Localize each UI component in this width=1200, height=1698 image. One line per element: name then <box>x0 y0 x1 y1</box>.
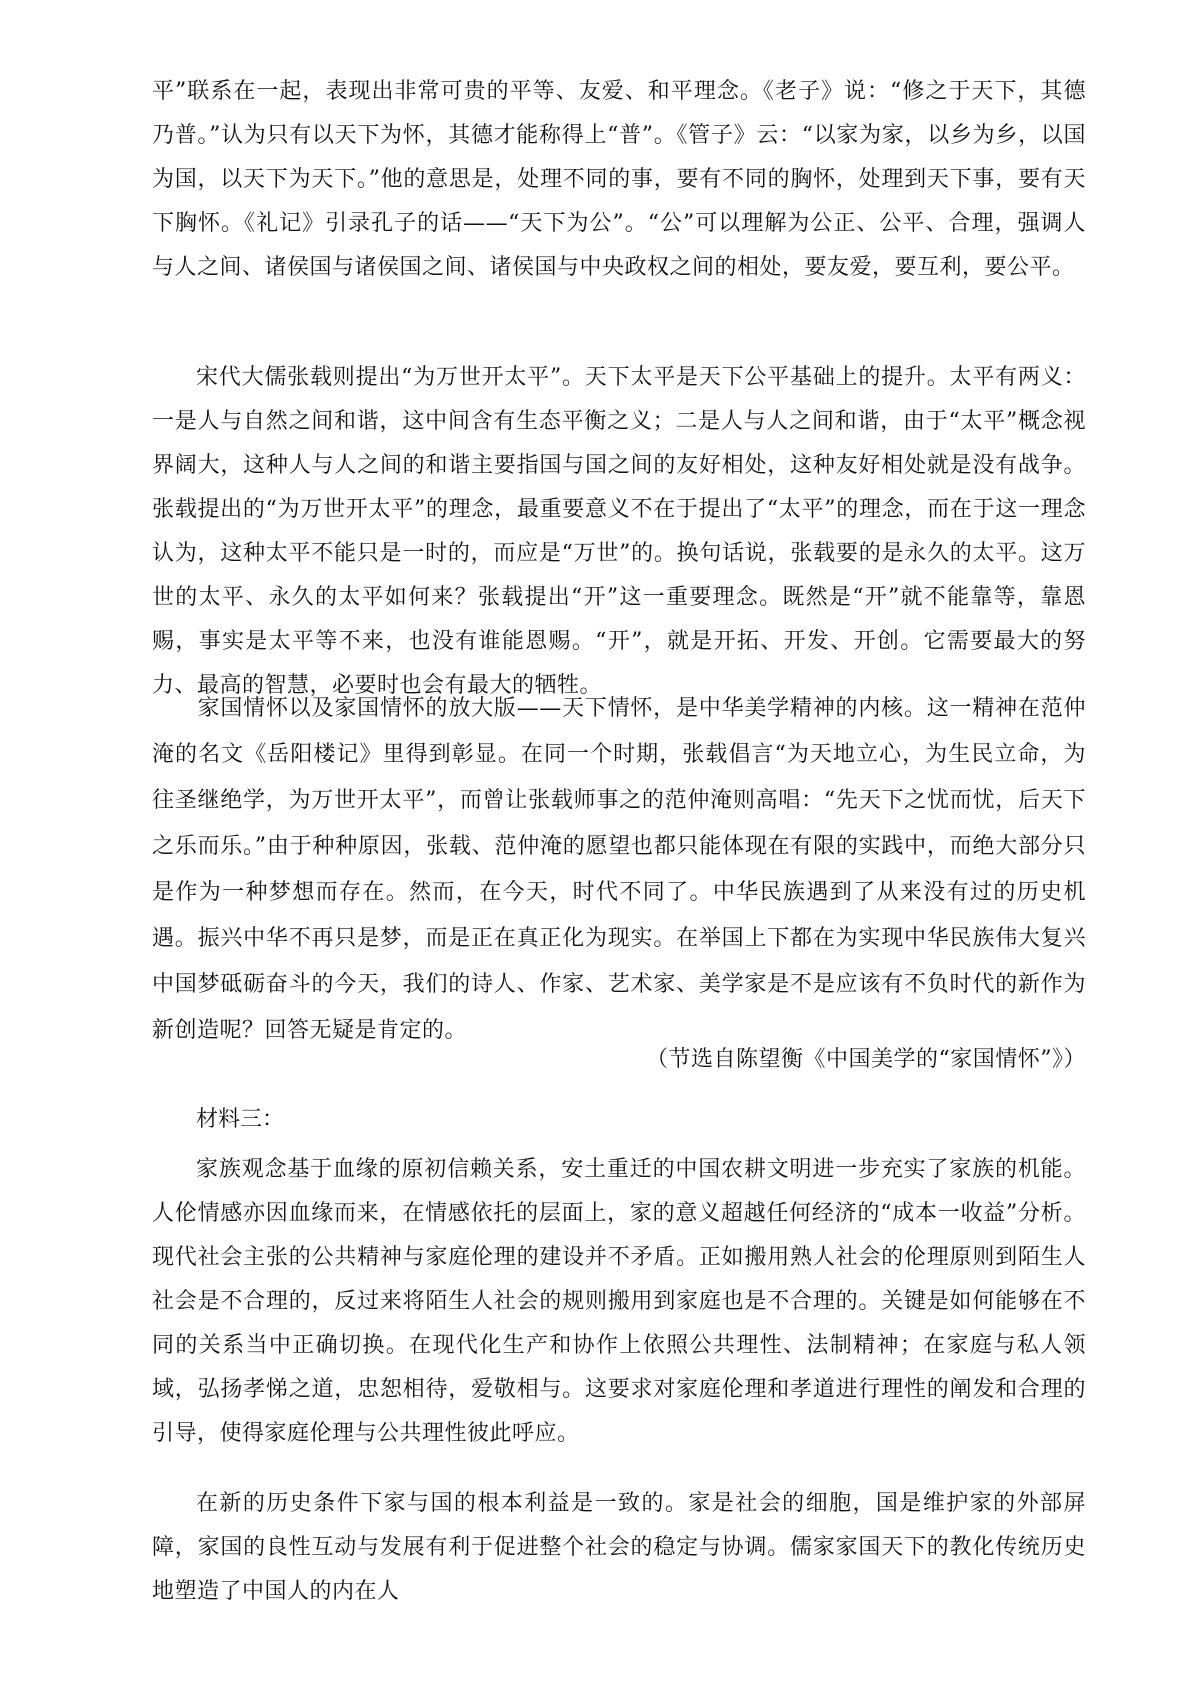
paragraph-jia-guo-liyi: 在新的历史条件下家与国的根本利益是一致的。家是社会的细胞，国是维护家的外部屏障，家国的良性互动与发展有利于促进整个社会的稳定与协调。儒家家国天下的教化传统历史地塑造了中国人的内在人 <box>152 1491 1086 1604</box>
paragraph-jiazu-guannian: 家族观念基于血缘的原初信赖关系，安土重迁的中国农耕文明进一步充实了家族的机能。人伦情感亦因血缘而来，在情感依托的层面上，家的意义超越任何经济的“成本一收益”分析。现代社会主张的公共精神与家庭伦理的建设并不矛盾。正如搬用熟人社会的伦理原则到陌生人社会是不合理的，反过来将陌生人社会的规则搬用到家庭也是不合理的。关键是如何能够在不同的关系当中正确切换。在现代化生产和协作上依照公共理性、法制精神；在家庭与私人领域，弘扬孝悌之道，忠恕相待，爱敬相与。这要求对家庭伦理和孝道进行理性的阐发和合理的引导，使得家庭伦理与公共理性彼此呼应。 <box>152 1157 1086 1446</box>
paragraph-jiaguo-qinghuai: 家国情怀以及家国情怀的放大版——天下情怀，是中华美学精神的内核。这一精神在范仲淹的名文《岳阳楼记》里得到彰显。在同一个时期，张载倡言“为天地立心，为生民立命，为往圣继绝学，为万世开太平”，而曾让张载师事之的范仲淹则高唱：“先天下之忧而忧，后天下之乐而乐。”由于种种原因，张载、范仲淹的愿望也都只能体现在有限的实践中，而绝大部分只是作为一种梦想而存在。然而，在今天，时代不同了。中华民族遇到了从来没有过的历史机遇。振兴中华不再只是梦，而是正在真正化为现实。在举国上下都在为实现中华民族伟大复兴中国梦砥砺奋斗的今天，我们的诗人、作家、艺术家、美学家是不是应该有不负时代的新作为新创造呢？回答无疑是肯定的。 <box>152 696 1086 1043</box>
paragraph-zhangzai-taiping: 宋代大儒张载则提出“为万世开太平”。天下太平是天下公平基础上的提升。太平有两义：一是人与自然之间和谐，这中间含有生态平衡之义；二是人与人之间和谐，由于“太平”概念视界阔大，这种人与人之间的和谐主要指国与国之间的友好相处，这种友好相处就是没有战争。张载提出的“为万世开太平”的理念，最重要意义不在于提出了“太平”的理念，而在于这一理念认为，这种太平不能只是一时的，而应是“万世”的。换句话说，张载要的是永久的太平。这万世的太平、永久的太平如何来？张载提出“开”这一重要理念。既然是“开”就不能靠等，靠恩赐，事实是太平等不来，也没有谁能恩赐。“开”，就是开拓、开发、开创。它需要最大的努力、最高的智慧，必要时也会有最大的牺牲。 <box>152 365 1086 698</box>
paragraph-tianxia-gongping: 平”联系在一起，表现出非常可贵的平等、友爱、和平理念。《老子》说：“修之于天下，其德乃普。”认为只有以天下为怀，其德才能称得上“普”。《管子》云：“以家为家，以乡为乡，以国为国，以天下为天下。”他的意思是，处理不同的事，要有不同的胸怀，处理到天下事，要有天下胸怀。《礼记》引录孔子的话——“天下为公”。“公”可以理解为公正、公平、合理，强调人与人之间、诸侯国与诸侯国之间、诸侯国与中央政权之间的相处，要友爱，要互利，要公平。 <box>152 79 1086 280</box>
source-citation: （节选自陈望衡《中国美学的“家国情怀”》） <box>646 1047 1086 1072</box>
section-heading-material-three: 材料三： <box>196 1107 285 1132</box>
